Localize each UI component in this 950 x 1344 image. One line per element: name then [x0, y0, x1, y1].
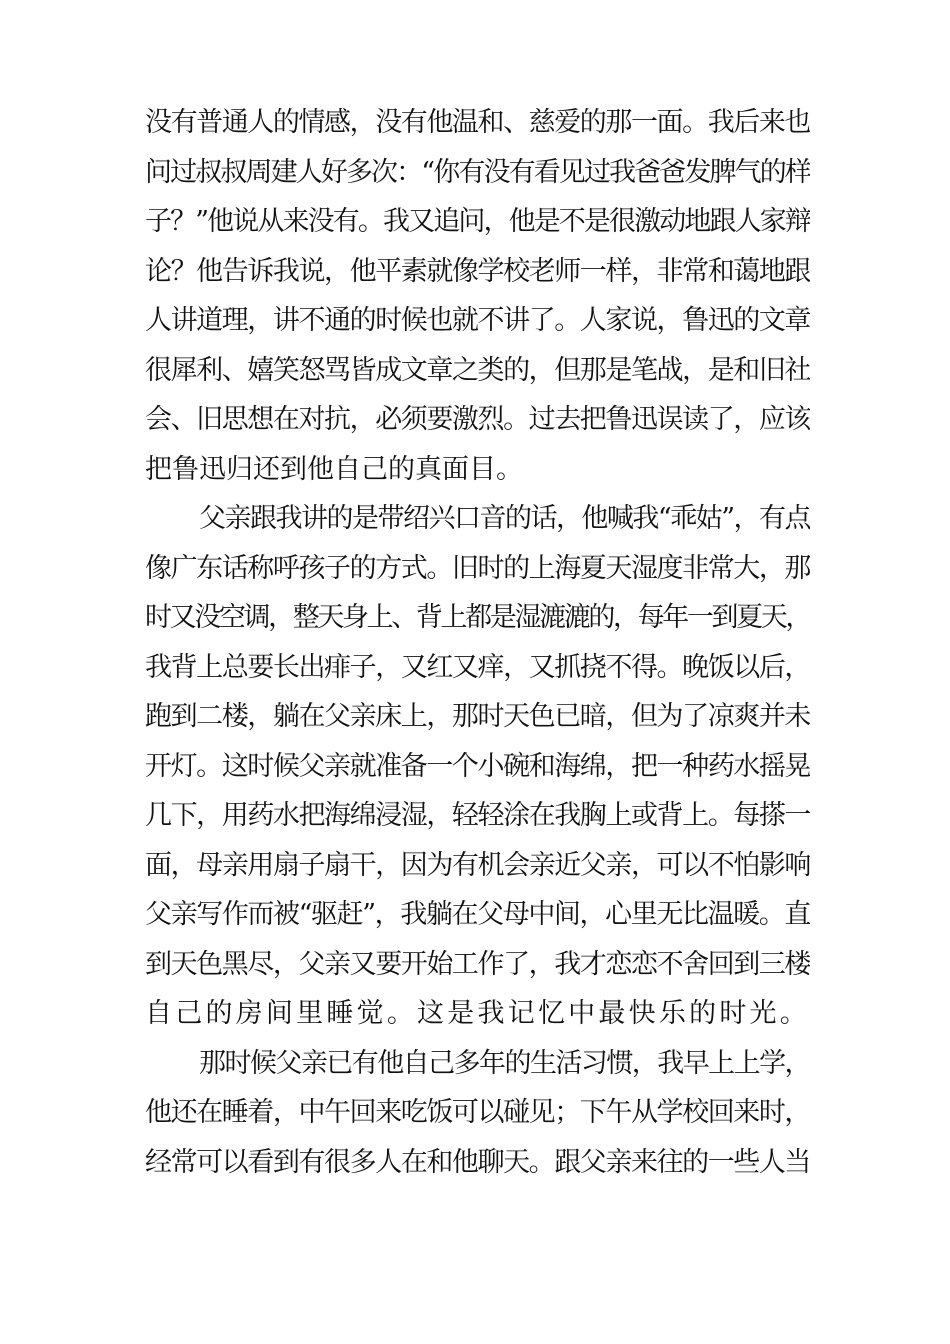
text-line: 到天色黑尽，父亲又要开始工作了，我才恋恋不舍回到三楼 [145, 948, 810, 980]
text-line: 我背上总要长出痱子，又红又痒，又抓挠不得。晚饭以后， [145, 651, 810, 683]
text-line: 没有普通人的情感，没有他温和、慈爱的那一面。我后来也 [145, 107, 810, 138]
text-line: 面，母亲用扇子扇干，因为有机会亲近父亲，可以不怕影响 [145, 849, 810, 881]
text-line: 时又没空调，整天身上、背上都是湿漉漉的，每年一到夏天， [145, 602, 810, 633]
paragraph-1 [145, 98, 810, 494]
text-line: 子？”他说从来没有。我又追问，他是不是很激动地跟人家辩 [145, 206, 810, 237]
text-line: 开灯。这时候父亲就准备一个小碗和海绵，把一种药水摇晃 [145, 750, 810, 782]
text-line: 几下，用药水把海绵浸湿，轻轻涂在我胸上或背上。每搽一 [145, 800, 810, 831]
text-line: 他还在睡着，中午回来吃饭可以碰见；下午从学校回来时， [145, 1097, 810, 1128]
text-line: 经常可以看到有很多人在和他聊天。跟父亲来往的一些人当 [145, 1146, 810, 1178]
text-line: 问过叔叔周建人好多次：“你有没有看见过我爸爸发脾气的样 [145, 156, 810, 188]
text-line: 人讲道理，讲不通的时候也就不讲了。人家说，鲁迅的文章 [145, 305, 810, 336]
paragraph-2 [145, 494, 810, 1039]
text-line: 自己的房间里睡觉。这是我记忆中最快乐的时光。 [145, 998, 810, 1029]
text-line: 会、旧思想在对抗，必须要激烈。过去把鲁迅误读了，应该 [145, 404, 810, 435]
text-line: 像广东话称呼孩子的方式。旧时的上海夏天湿度非常大，那 [145, 552, 810, 584]
text-line: 父亲写作而被“驱赶”，我躺在父母中间，心里无比温暖。直 [145, 899, 810, 930]
text-line: 论？他告诉我说，他平素就像学校老师一样，非常和蔼地跟 [145, 255, 810, 287]
text-line: 把鲁迅归还到他自己的真面目。 [145, 453, 523, 485]
body-text [145, 98, 810, 1187]
text-line: 跑到二楼，躺在父亲床上，那时天色已暗，但为了凉爽并未 [145, 701, 810, 732]
text-line: 父亲跟我讲的是带绍兴口音的话，他喊我“乖姑”，有点 [199, 503, 810, 534]
paragraph-3 [145, 1039, 810, 1188]
text-line: 很犀利、嬉笑怒骂皆成文章之类的，但那是笔战，是和旧社 [145, 354, 810, 386]
text-line: 那时候父亲已有他自己多年的生活习惯，我早上上学， [199, 1047, 810, 1079]
